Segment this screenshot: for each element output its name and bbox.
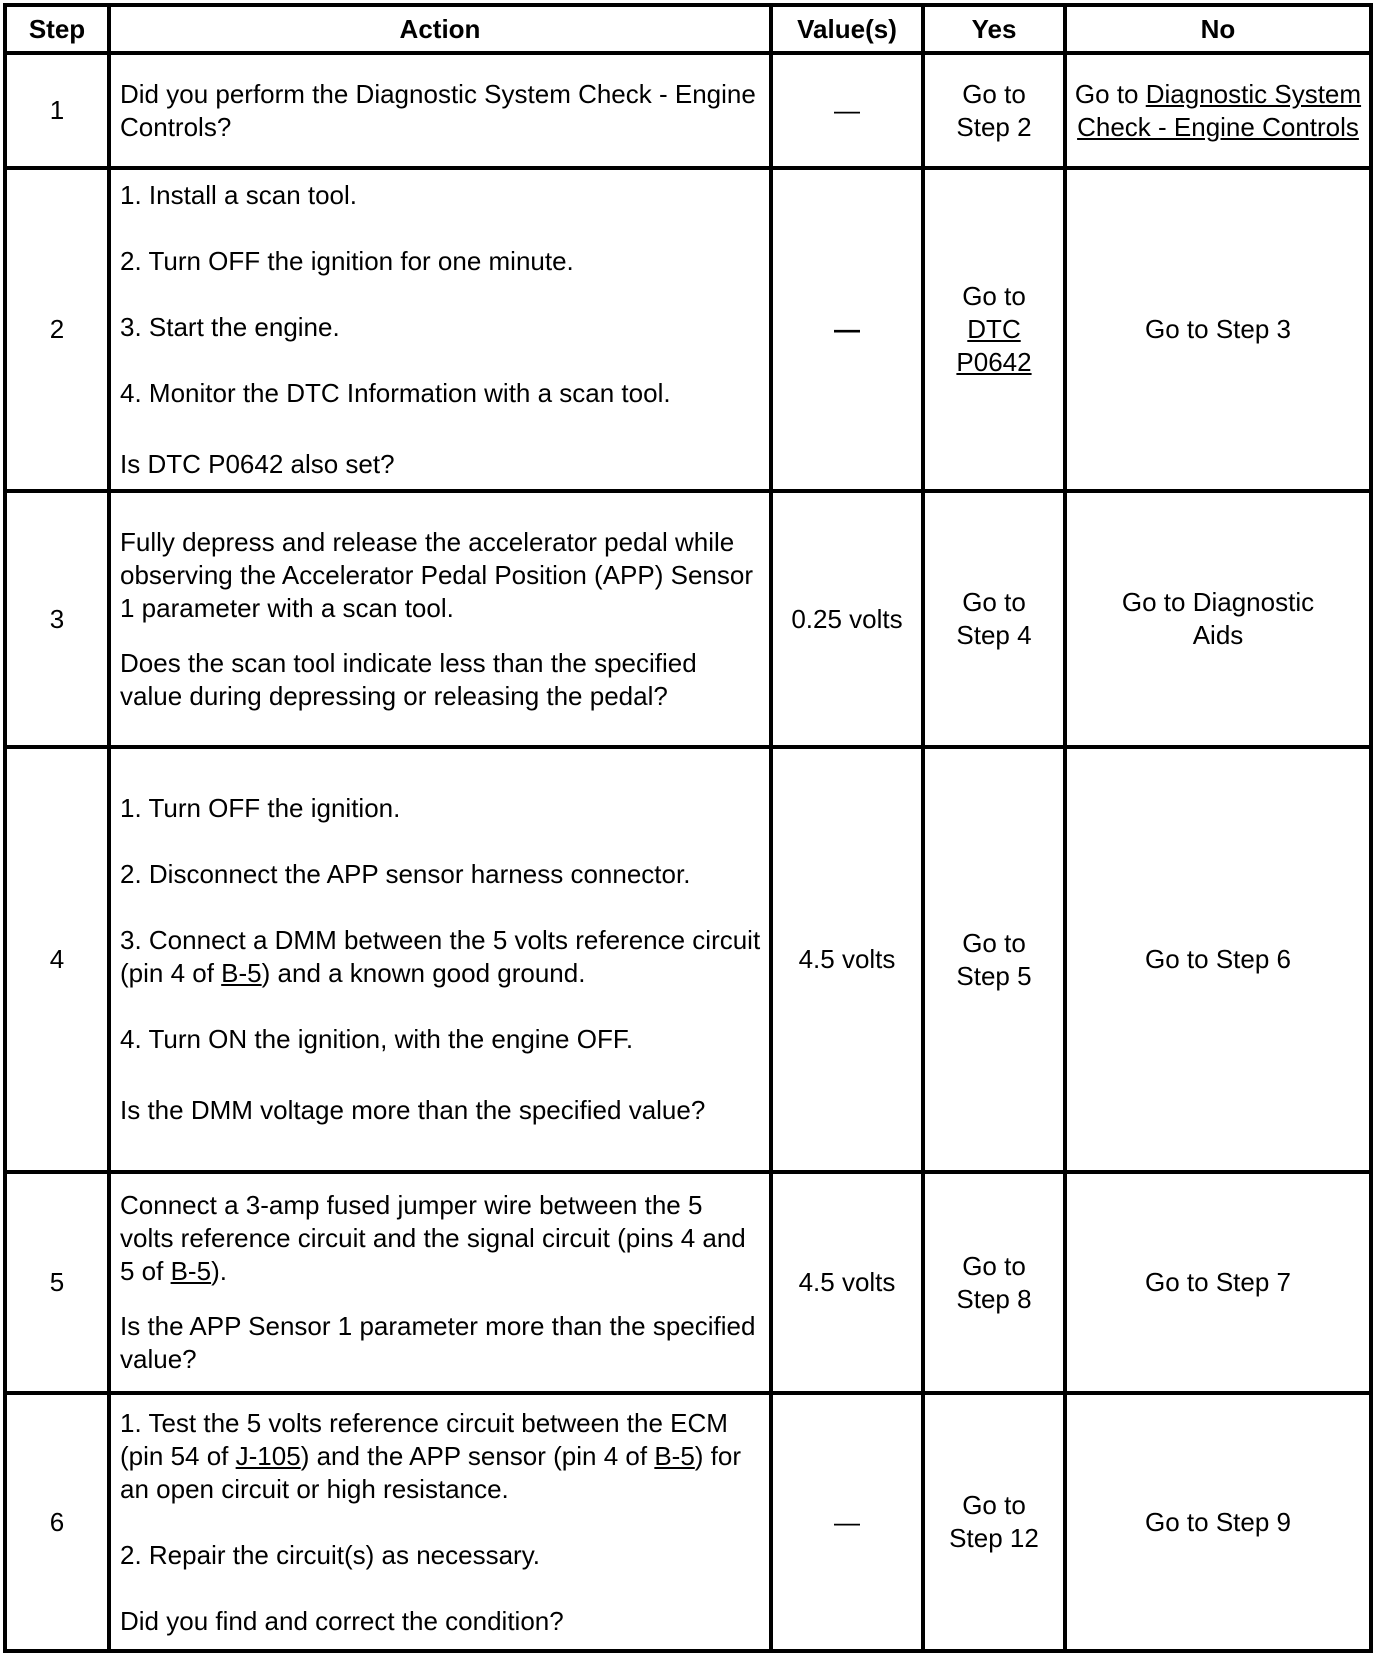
yes-text: Go to <box>962 1490 1026 1520</box>
yes-text: Go to <box>962 587 1026 617</box>
no-cell: Go to Step 9 <box>1065 1393 1371 1651</box>
link-dtc-p0642[interactable] <box>929 313 1059 379</box>
table-header-row <box>5 5 1371 53</box>
no-cell: Go to Step 3 <box>1065 168 1371 491</box>
action-text-part: ) and the APP sensor (pin 4 of <box>300 1440 655 1471</box>
table-row <box>5 1393 1371 1651</box>
value-cell: 4.5 volts <box>771 747 923 1172</box>
step-number: 3 <box>5 491 109 747</box>
no-cell: Go to Step 7 <box>1065 1172 1371 1393</box>
action-text: Fully depress and release the accelerator pedal while observing the Accelerator Pedal Position (APP) Sensor 1 parameter with a scan tool. <box>120 526 754 623</box>
value-cell: — <box>771 168 923 491</box>
no-cell <box>1065 53 1371 168</box>
action-text-part: 1. Test the 5 volts reference circuit between the ECM (pin 54 of <box>120 1407 728 1471</box>
action-text: Did you perform the Diagnostic System Check - Engine Controls? <box>120 78 756 142</box>
link-j-105[interactable]: J-105 <box>235 1440 301 1471</box>
header-no: No <box>1065 5 1371 53</box>
link-b-5[interactable]: B-5 <box>170 1256 212 1286</box>
step-number: 5 <box>5 1172 109 1393</box>
action-text-part: ). <box>211 1256 227 1286</box>
yes-cell <box>923 1393 1065 1651</box>
yes-text: Step 4 <box>956 620 1032 650</box>
value-cell: — <box>771 1393 923 1651</box>
yes-text: Go to <box>962 78 1026 109</box>
action-cell <box>109 53 771 168</box>
action-text: 4. Turn ON the ignition, with the engine OFF. <box>120 1024 634 1054</box>
no-cell: Go to Step 6 <box>1065 747 1371 1172</box>
yes-cell <box>923 1172 1065 1393</box>
no-text: Go to <box>1074 78 1139 109</box>
action-text: 4. Monitor the DTC Information with a scan tool. <box>120 377 671 408</box>
action-text: 2. Turn OFF the ignition for one minute. <box>120 245 574 276</box>
table-row <box>5 1172 1371 1393</box>
action-text-part: ) and a known good ground. <box>261 958 586 988</box>
action-text: 1. Turn OFF the ignition. <box>120 793 401 823</box>
step-number: 6 <box>5 1393 109 1651</box>
action-text <box>120 1407 763 1506</box>
step-number: 4 <box>5 747 109 1172</box>
link-diagnostic-system-check[interactable]: Diagnostic System Check - Engine Controls <box>1077 78 1362 142</box>
action-text <box>120 924 763 990</box>
value-cell: 4.5 volts <box>771 1172 923 1393</box>
value-cell: — <box>771 53 923 168</box>
link-text: DTC <box>967 314 1021 344</box>
yes-text: Step 8 <box>956 1283 1032 1314</box>
action-text: Is the APP Sensor 1 parameter more than the specified value? <box>120 1311 756 1374</box>
action-text: 1. Install a scan tool. <box>120 179 358 210</box>
yes-text: Step 12 <box>949 1523 1039 1553</box>
table-row <box>5 168 1371 491</box>
value-cell: 0.25 volts <box>771 491 923 747</box>
step-number: 1 <box>5 53 109 168</box>
header-action: Action <box>109 5 771 53</box>
action-text: 2. Disconnect the APP sensor harness connector. <box>120 859 691 889</box>
action-text: 3. Start the engine. <box>120 311 340 342</box>
action-text: Is the DMM voltage more than the specified value? <box>120 1095 706 1125</box>
action-text-part: 3. Connect a DMM between the 5 volts reference circuit (pin 4 of <box>120 925 761 988</box>
no-text: Aids <box>1192 620 1244 650</box>
header-values: Value(s) <box>771 5 923 53</box>
yes-text: Step 2 <box>956 111 1032 142</box>
action-text: 2. Repair the circuit(s) as necessary. <box>120 1539 540 1570</box>
action-cell <box>109 747 771 1172</box>
yes-text: Go to <box>962 1250 1026 1281</box>
header-step: Step <box>5 5 109 53</box>
table-row <box>5 53 1371 168</box>
yes-cell <box>923 53 1065 168</box>
link-b-5[interactable]: B-5 <box>654 1440 695 1471</box>
action-text: Did you find and correct the condition? <box>120 1605 564 1636</box>
no-cell <box>1065 491 1371 747</box>
action-cell <box>109 168 771 491</box>
yes-text: Go to <box>962 927 1026 958</box>
yes-text: Go to <box>962 281 1026 311</box>
table-row <box>5 747 1371 1172</box>
action-text: Does the scan tool indicate less than the specified value during depressing or releasing the pedal? <box>120 647 697 711</box>
diagnostic-table <box>3 3 1373 1653</box>
action-cell <box>109 491 771 747</box>
header-yes: Yes <box>923 5 1065 53</box>
link-text: P0642 <box>956 347 1032 377</box>
yes-cell <box>923 747 1065 1172</box>
yes-cell <box>923 168 1065 491</box>
action-text <box>120 1189 763 1288</box>
link-b-5[interactable]: B-5 <box>221 958 262 988</box>
action-text-part: ) for an open circuit or high resistance. <box>120 1440 742 1504</box>
action-cell <box>109 1172 771 1393</box>
table-row <box>5 491 1371 747</box>
step-number: 2 <box>5 168 109 491</box>
action-text-part: Connect a 3-amp fused jumper wire between the 5 volts reference circuit and the signal circuit (pins 4 and 5 of <box>120 1190 746 1286</box>
yes-text: Step 5 <box>956 960 1032 991</box>
action-cell <box>109 1393 771 1651</box>
yes-cell <box>923 491 1065 747</box>
action-text: Is DTC P0642 also set? <box>120 448 395 479</box>
no-text: Go to Diagnostic <box>1121 587 1315 617</box>
diagnostic-table-container <box>3 3 1369 1653</box>
